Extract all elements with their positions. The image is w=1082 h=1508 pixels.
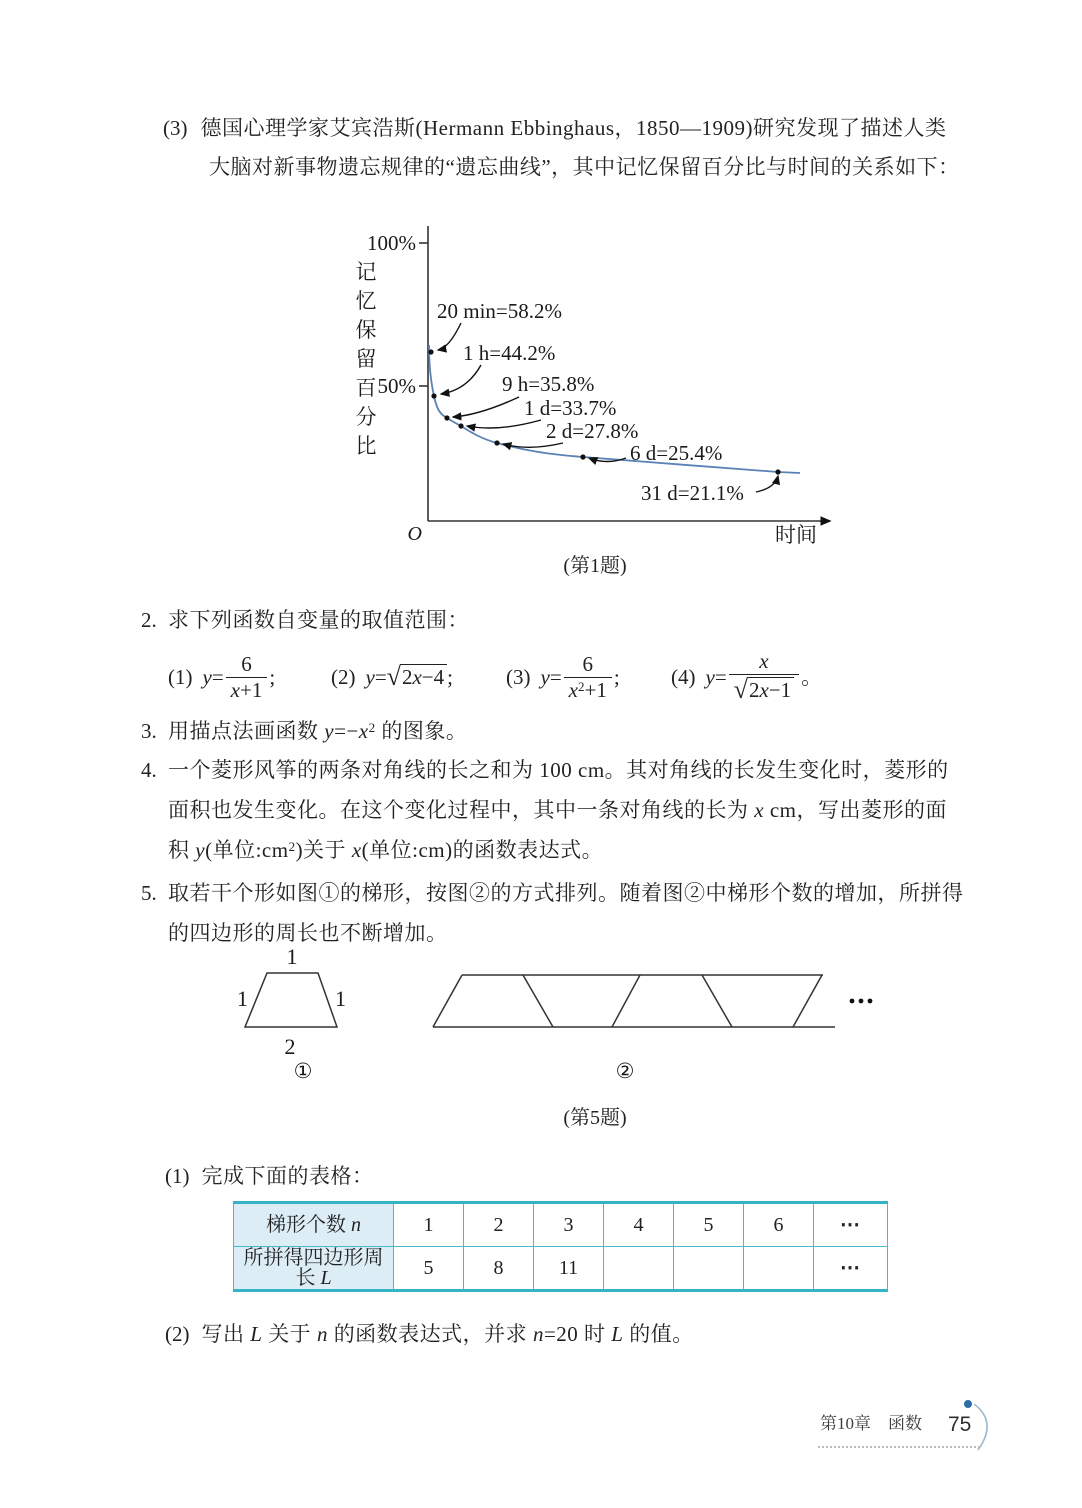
formula-2: [331, 645, 453, 709]
formula-3: [506, 645, 620, 709]
text: 用描点法画函数: [168, 719, 325, 743]
svg-text:分: 分: [355, 405, 377, 429]
var-y: y: [195, 838, 206, 862]
data-table-wrap: [233, 1201, 888, 1292]
equals-sign: =: [549, 664, 562, 689]
problem-3: [141, 721, 467, 742]
point-31d: [775, 469, 780, 474]
strip-slant-2: [523, 975, 553, 1027]
problem-number: 4.: [141, 758, 157, 782]
x-axis-label: 时间: [775, 523, 817, 547]
strip-slant-3: [612, 975, 640, 1027]
problem-number: 5.: [141, 881, 157, 905]
item-label: (1): [165, 1164, 190, 1188]
numerator: 6: [564, 654, 612, 678]
strip-slant-5: [793, 975, 822, 1027]
problem-2-formulas: [168, 645, 968, 709]
radical-sign: √: [733, 675, 748, 704]
table-row-n: [234, 1203, 888, 1247]
problem-2: [141, 610, 469, 631]
svg-text:比: 比: [355, 434, 377, 458]
label-1d: 1 d=33.7%: [524, 396, 617, 420]
text: [202, 1324, 694, 1345]
forgetting-curve-chart: [330, 222, 860, 552]
arrow-1d: [467, 420, 541, 428]
row-header-n: [234, 1203, 394, 1247]
radicand: [400, 664, 447, 688]
problem-4-line3: [168, 840, 971, 861]
fraction: [226, 651, 268, 702]
var-y: y: [540, 664, 550, 689]
side-label-bottom: 2: [284, 1034, 296, 1059]
cell-n6: 6: [744, 1203, 814, 1247]
trapezoid-strip: [433, 975, 835, 1027]
denominator: [564, 678, 612, 701]
period: 。: [801, 664, 823, 689]
cell-n5: 5: [674, 1203, 744, 1247]
separator: ;: [613, 664, 620, 689]
row-header-l: [234, 1247, 394, 1291]
exponent: 2: [578, 678, 585, 694]
problem-5-line1: [141, 883, 971, 904]
formula-2-label: (2): [331, 664, 356, 689]
data-table: [233, 1201, 888, 1292]
var-x: x: [754, 798, 765, 822]
problem-number: 2.: [141, 608, 157, 632]
text: 面积也发生变化。在这个变化过程中，其中一条对角线的长为: [168, 798, 755, 822]
cell-n3: 3: [534, 1203, 604, 1247]
item-label: (3): [163, 116, 188, 140]
text: 一个菱形风筝的两条对角线的长之和为 100 cm。其对角线的长发生变化时，菱形的: [168, 758, 949, 782]
var-n: n: [351, 1214, 361, 1236]
numerator: x: [729, 651, 799, 675]
table-row-l: [234, 1247, 888, 1291]
text: 的函数表达式，并求: [327, 1322, 533, 1346]
var-y: y: [202, 664, 212, 689]
ytick-label-100: 100%: [367, 231, 416, 255]
cell-n-ellipsis: ⋯: [814, 1203, 888, 1247]
point-20min: [428, 349, 433, 354]
formula-4-label: (4): [671, 664, 696, 689]
var-x: x: [230, 677, 240, 702]
var-l: L: [250, 1322, 263, 1346]
figure-tag-2: ②: [615, 1059, 635, 1083]
label-6d: 6 d=25.4%: [630, 441, 723, 465]
problem-2-title: 求下列函数自变量的取值范围：: [168, 608, 469, 632]
cell-l-ellipsis: ⋯: [814, 1247, 888, 1291]
sub-question-1: [165, 1166, 374, 1187]
separator: ;: [447, 664, 453, 689]
cell-n1: 1: [394, 1203, 464, 1247]
var-n: n: [532, 1322, 544, 1346]
point-1h: [431, 393, 436, 398]
cell-l2: 8: [464, 1247, 534, 1291]
var-n: n: [316, 1322, 328, 1346]
rad-tail: −1: [768, 678, 792, 702]
rad-tail: −4: [421, 665, 445, 689]
text: =20 时: [543, 1322, 612, 1346]
svg-text:留: 留: [355, 347, 377, 371]
point-6d: [580, 454, 585, 459]
side-label-right: 1: [335, 986, 346, 1011]
dot: [859, 999, 864, 1004]
radical-sign: √: [386, 662, 401, 691]
exponent: 2: [368, 720, 376, 735]
side-label-left: 1: [237, 986, 248, 1011]
annotation-labels: [437, 299, 744, 505]
paragraph-3-line2: 大脑对新事物遗忘规律的“遗忘曲线”，其中记忆保留百分比与时间的关系如下：: [209, 155, 960, 179]
arrow-2d: [503, 443, 563, 447]
problem-4-line1: [141, 760, 971, 781]
paragraph-text: 德国心理学家艾宾浩斯(Hermann Ebbinghaus，1850—1909)研究发现了描述人类: [200, 116, 947, 140]
var-l: L: [611, 1322, 624, 1346]
footer-section: 函数: [888, 1414, 922, 1433]
var-x: x: [759, 678, 769, 702]
sub-question-2: [165, 1324, 694, 1345]
problem-number: 3.: [141, 719, 157, 743]
formula-1: [168, 645, 275, 709]
figure5-caption: (第5题): [563, 1107, 627, 1129]
trapezoid-shape: [245, 973, 337, 1027]
fraction: [729, 651, 799, 703]
label-9h: 9 h=35.8%: [502, 372, 595, 396]
figure-tag-1: ①: [293, 1059, 313, 1083]
var-x: x: [351, 838, 362, 862]
svg-text:忆: 忆: [355, 289, 377, 313]
coeff: 2: [401, 665, 413, 689]
formula-4: [671, 645, 822, 709]
denominator: [226, 678, 268, 701]
text: cm，写出菱形的面: [764, 798, 947, 822]
cell-n4: 4: [604, 1203, 674, 1247]
equals-minus: =−: [334, 719, 359, 743]
label-20min: 20 min=58.2%: [437, 299, 563, 323]
formula-3-label: (3): [506, 664, 531, 689]
arrow-1h: [441, 365, 481, 394]
footer-dotted-line: [818, 1446, 980, 1448]
strip-slant-1: [433, 975, 462, 1027]
header-text: 梯形个数: [266, 1214, 351, 1236]
square-root: [734, 677, 794, 703]
ytick-label-50: 50%: [377, 374, 416, 398]
cell-l1: 5: [394, 1247, 464, 1291]
problem-5-line2: 的四边形的周长也不断增加。: [168, 921, 448, 945]
fraction: [564, 651, 612, 702]
arrow-31d: [756, 476, 778, 492]
text: 完成下面的表格：: [201, 1164, 374, 1188]
problem-4: [141, 760, 971, 861]
denominator: [729, 675, 799, 703]
arrow-20min: [438, 323, 461, 350]
text: 关于: [262, 1322, 317, 1346]
square-root: [387, 664, 447, 690]
page-number: 75: [948, 1413, 972, 1436]
figure1-caption: (第1题): [563, 555, 627, 577]
arc-path: [974, 1404, 987, 1450]
point-2d: [494, 440, 499, 445]
strip-slant-4: [702, 975, 732, 1027]
var-x: x: [358, 719, 369, 743]
cell-l5: [674, 1247, 744, 1291]
problem-4-line2: [168, 800, 971, 821]
exponent: 2: [288, 839, 296, 854]
var-y: y: [365, 664, 375, 689]
numerator: 6: [226, 654, 268, 678]
text: )关于: [295, 838, 352, 862]
var-y: y: [705, 664, 715, 689]
cell-l3: 11: [534, 1247, 604, 1291]
text: 的值。: [623, 1322, 694, 1346]
origin-label: O: [407, 523, 422, 545]
den-tail: +1: [584, 677, 607, 702]
point-9h: [444, 415, 449, 420]
var-x: x: [412, 665, 422, 689]
equals-sign: =: [211, 664, 224, 689]
point-1d: [458, 423, 463, 428]
radicand: [747, 677, 794, 701]
var-x: x: [568, 677, 578, 702]
formula-1-label: (1): [168, 664, 193, 689]
dot: [850, 999, 855, 1004]
label-1h: 1 h=44.2%: [463, 341, 556, 365]
coeff: 2: [748, 678, 760, 702]
var-y: y: [324, 719, 335, 743]
dot: [868, 999, 873, 1004]
y-axis-title: [356, 260, 377, 458]
den-tail: +1: [240, 677, 263, 702]
svg-text:记: 记: [355, 260, 377, 284]
text: 写出: [201, 1322, 251, 1346]
equals-sign: =: [714, 664, 727, 689]
arrow-9h: [453, 397, 519, 417]
svg-text:保: 保: [355, 318, 377, 342]
equals-sign: =: [374, 664, 387, 689]
paragraph-3-line1: [163, 118, 963, 139]
svg-text:百: 百: [355, 376, 377, 400]
footer-arc: [968, 1396, 1008, 1458]
cell-l6: [744, 1247, 814, 1291]
text: 取若干个形如图①的梯形，按图②的方式排列。随着图②中梯形个数的增加，所拼得: [168, 881, 964, 905]
text: 积: [168, 838, 196, 862]
ellipsis-dots: [850, 999, 873, 1004]
cell-n2: 2: [464, 1203, 534, 1247]
footer-chapter: 第10章: [820, 1414, 871, 1433]
header-text: 所拼得四边形周长: [243, 1247, 384, 1289]
problem-5: [141, 883, 971, 944]
item-label: (2): [165, 1322, 190, 1346]
text: (单位:cm)的函数表达式。: [361, 838, 604, 862]
var-l: L: [320, 1267, 332, 1289]
side-label-top: 1: [286, 946, 298, 969]
paragraph-3: [163, 118, 963, 178]
problem-3-text: [168, 721, 467, 742]
label-31d: 31 d=21.1%: [641, 481, 744, 505]
text: 的图象。: [375, 719, 468, 743]
text: (单位:cm: [205, 838, 289, 862]
cell-l4: [604, 1247, 674, 1291]
trapezoid-figure: [230, 946, 890, 1084]
label-2d: 2 d=27.8%: [546, 419, 639, 443]
separator: ;: [269, 664, 276, 689]
